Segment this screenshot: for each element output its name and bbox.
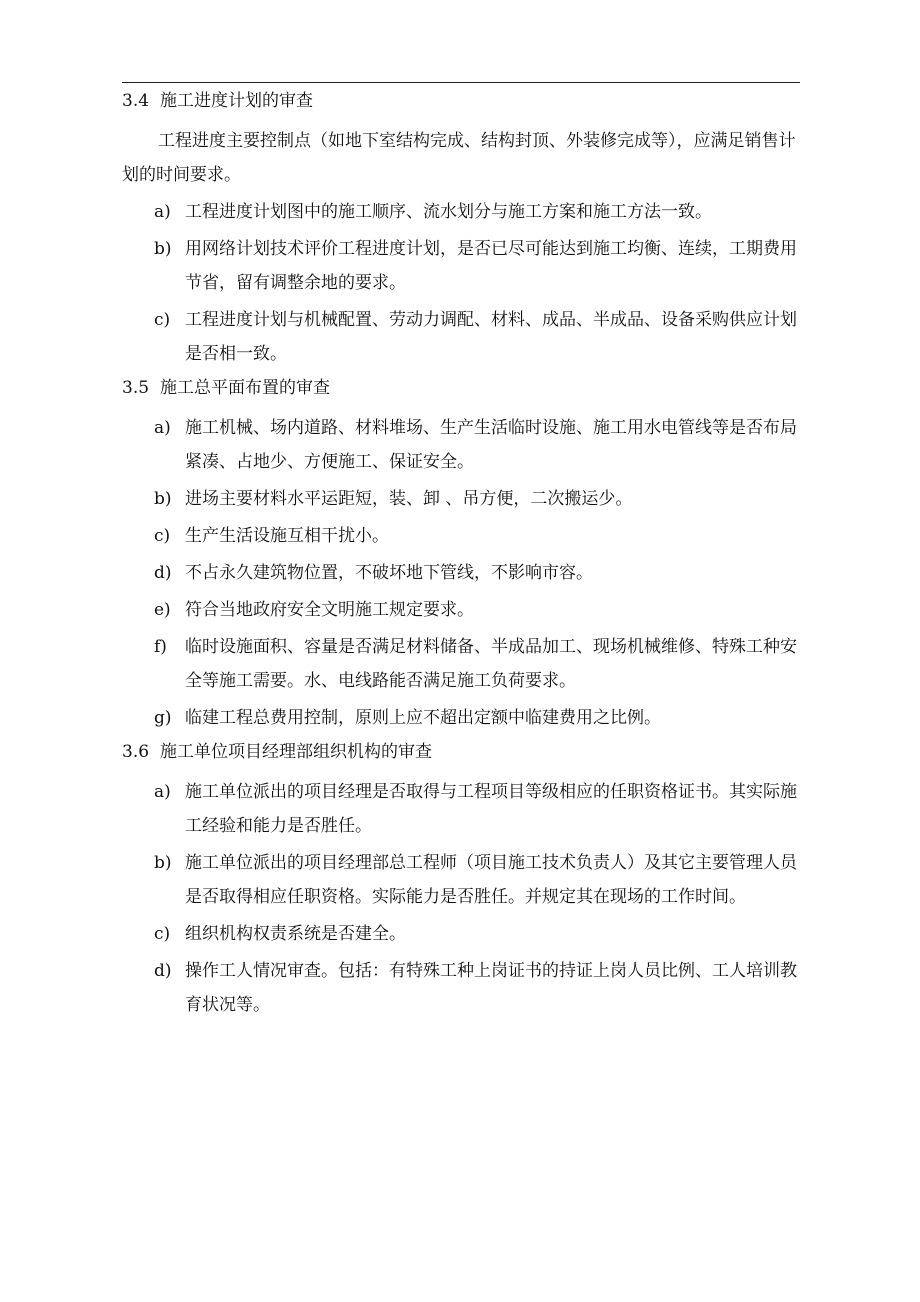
item-label: d) [154, 961, 172, 981]
item-text: 工程进度计划与机械配置、劳动力调配、材料、成品、半成品、设备采购供应计划是否相一致。 [185, 310, 797, 364]
item-text: 施工单位派出的项目经理部总工程师（项目施工技术负责人）及其它主要管理人员是否取得相应任职资格。实际能力是否胜任。并规定其在现场的工作时间。 [185, 853, 797, 907]
section-title: 施工单位项目经理部组织机构的审查 [160, 742, 432, 762]
item-label: e) [154, 600, 171, 620]
item-label: b) [154, 239, 172, 259]
item-text: 临时设施面积、容量是否满足材料储备、半成品加工、现场机械维修、特殊工种安全等施工需要。水、电线路能否满足施工负荷要求。 [185, 637, 797, 691]
item-text: 施工机械、场内道路、材料堆场、生产生活临时设施、施工用水电管线等是否布局紧凑、占地少、方便施工、保证安全。 [185, 418, 797, 472]
item-text: 不占永久建筑物位置，不破坏地下管线，不影响市容。 [185, 563, 593, 583]
section-title: 施工进度计划的审查 [160, 91, 313, 111]
list-item [122, 917, 802, 951]
item-text: 临建工程总费用控制，原则上应不超出定额中临建费用之比例。 [185, 708, 661, 728]
section-heading-3-6 [122, 738, 802, 775]
header-rule [122, 82, 800, 83]
list-item [122, 411, 802, 479]
list-item [122, 556, 802, 590]
item-label: b) [154, 489, 172, 509]
item-label: c) [154, 526, 171, 546]
section-number: 3.4 [122, 91, 150, 111]
item-text: 施工单位派出的项目经理是否取得与工程项目等级相应的任职资格证书。其实际施工经验和能力是否胜任。 [185, 782, 797, 836]
list-item [122, 846, 802, 914]
section-heading-3-5 [122, 374, 802, 411]
list-item [122, 232, 802, 300]
list-item [122, 701, 802, 735]
section-number: 3.6 [122, 742, 150, 762]
item-label: d) [154, 563, 172, 583]
item-text: 工程进度计划图中的施工顺序、流水划分与施工方案和施工方法一致。 [185, 202, 712, 222]
list-item [122, 630, 802, 698]
item-text: 用网络计划技术评价工程进度计划，是否已尽可能达到施工均衡、连续，工期费用节省，留有调整余地的要求。 [185, 239, 797, 293]
list-item [122, 519, 802, 553]
item-label: c) [154, 310, 171, 330]
list-item [122, 303, 802, 371]
item-text: 进场主要材料水平运距短，装、卸 、吊方便，二次搬运少。 [185, 489, 633, 509]
item-label: c) [154, 924, 171, 944]
item-label: a) [154, 418, 171, 438]
section-number: 3.5 [122, 378, 150, 398]
list-item [122, 482, 802, 516]
item-text: 组织机构权责系统是否建全。 [185, 924, 406, 944]
item-text: 生产生活设施互相干扰小。 [185, 526, 389, 546]
item-text: 操作工人情况审查。包括：有特殊工种上岗证书的持证上岗人员比例、工人培训教育状况等。 [185, 961, 797, 1015]
section-intro: 工程进度主要控制点（如地下室结构完成、结构封顶、外装修完成等），应满足销售计划的时间要求。 [122, 131, 796, 185]
section-title: 施工总平面布置的审查 [160, 378, 330, 398]
item-label: a) [154, 782, 171, 802]
list-item [122, 775, 802, 843]
section-heading-3-4 [122, 87, 802, 124]
item-label: a) [154, 202, 171, 222]
item-label: f) [154, 637, 167, 657]
item-label: b) [154, 853, 172, 873]
item-text: 符合当地政府安全文明施工规定要求。 [185, 600, 474, 620]
list-item [122, 593, 802, 627]
item-label: g) [154, 708, 172, 728]
document-body [122, 87, 802, 1025]
list-item [122, 954, 802, 1022]
list-item [122, 195, 802, 229]
